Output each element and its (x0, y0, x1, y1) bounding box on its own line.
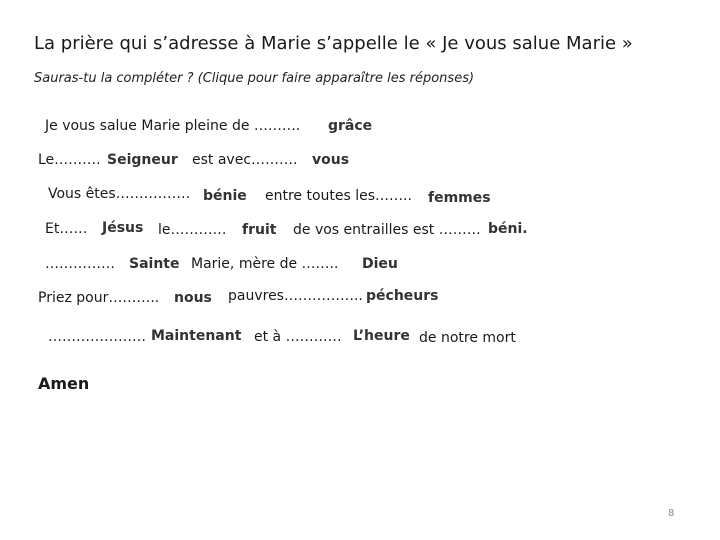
prayer-text: Vous êtes……………. (48, 186, 191, 202)
instruction-text: Sauras-tu la compléter ? (Clique pour faire apparaître les réponses) (34, 71, 475, 86)
answer-pecheurs[interactable]: pécheurs (366, 288, 439, 304)
page-number: 8 (668, 508, 675, 519)
prayer-text: de notre mort (419, 330, 516, 346)
prayer-text: ………………… (48, 329, 146, 345)
prayer-text: Et…… (45, 221, 88, 237)
answer-beni[interactable]: béni. (488, 221, 528, 237)
prayer-text: …………… (45, 256, 115, 272)
prayer-text: Marie, mère de …….. (191, 256, 339, 272)
prayer-text: pauvres…………….. (228, 288, 363, 304)
answer-fruit[interactable]: fruit (242, 222, 277, 238)
prayer-text: Je vous salue Marie pleine de ………. (45, 118, 301, 134)
answer-maintenant[interactable]: Maintenant (151, 328, 242, 344)
answer-benie[interactable]: bénie (203, 188, 247, 204)
prayer-text: est avec………. (192, 152, 298, 168)
answer-nous[interactable]: nous (174, 290, 212, 306)
answer-jesus[interactable]: Jésus (102, 220, 144, 236)
prayer-text: le………… (158, 222, 227, 238)
page-title: La prière qui s’adresse à Marie s’appelle le « Je vous salue Marie » (34, 33, 633, 54)
prayer-text: de vos entrailles est ……… (293, 222, 481, 238)
answer-grace[interactable]: grâce (328, 118, 373, 134)
answer-femmes[interactable]: femmes (428, 190, 491, 206)
answer-lheure[interactable]: L’heure (353, 328, 410, 344)
prayer-text: Le………. (38, 152, 101, 168)
prayer-text: et à ………… (254, 329, 342, 345)
prayer-text: entre toutes les…….. (265, 188, 412, 204)
prayer-text: Priez pour……….. (38, 290, 160, 306)
closing-amen: Amen (38, 374, 90, 393)
answer-dieu[interactable]: Dieu (362, 256, 398, 272)
answer-sainte[interactable]: Sainte (129, 256, 180, 272)
answer-seigneur[interactable]: Seigneur (107, 152, 178, 168)
answer-vous[interactable]: vous (312, 152, 350, 168)
